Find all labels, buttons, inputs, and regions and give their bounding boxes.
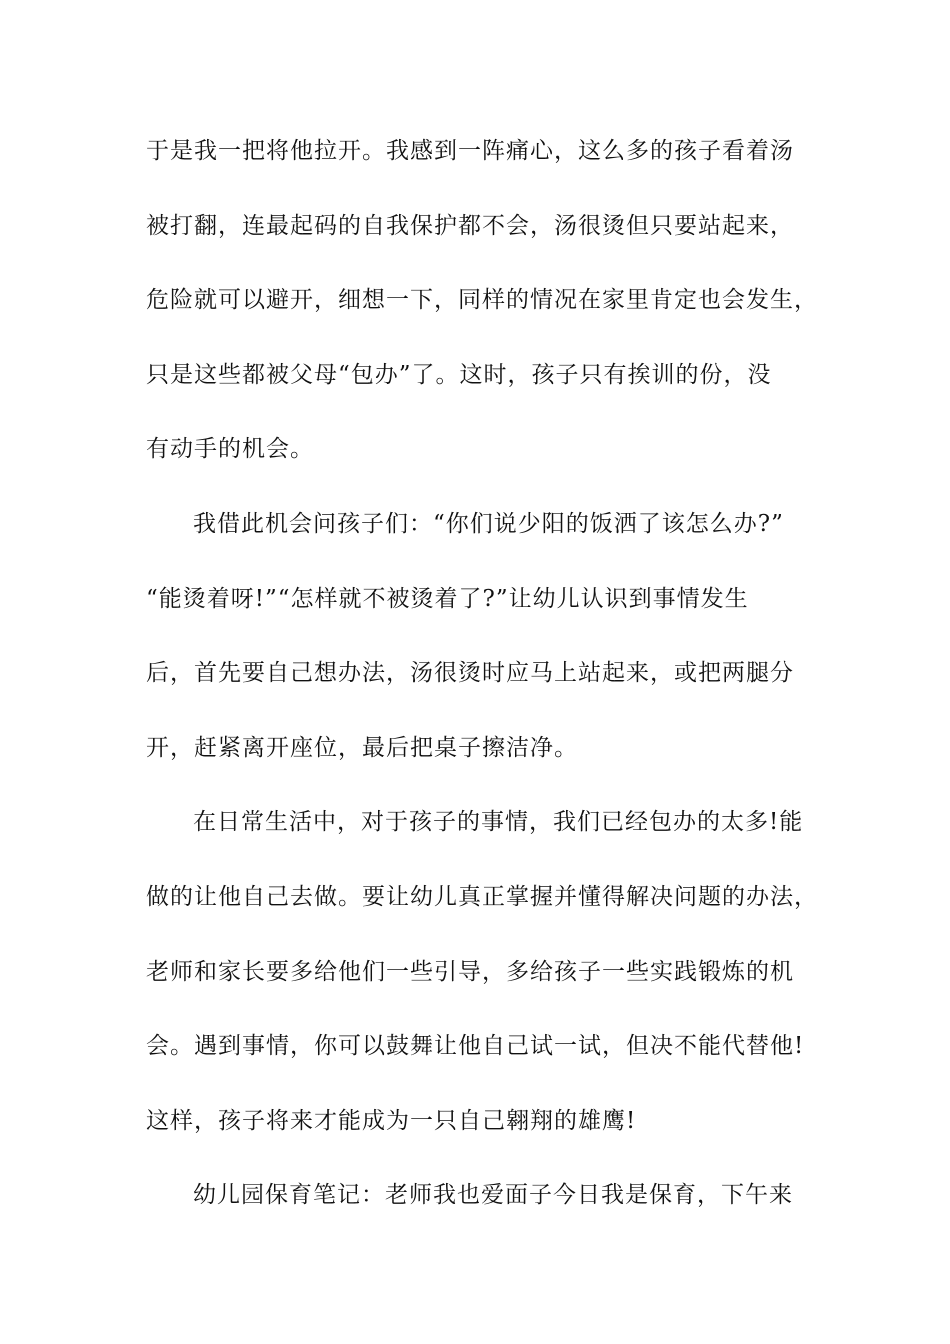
text-line: “能烫着呀!”“怎样就不被烫着了?”让幼儿认识到事情发生 [146,585,749,612]
text-line: 这样，孩子将来才能成为一只自己翱翔的雄鹰! [146,1107,637,1134]
text-line: 只是这些都被父母“包办”了。这时，孩子只有挨训的份，没 [146,361,772,388]
text-line: 危险就可以避开，细想一下，同样的情况在家里肯定也会发生， [146,287,818,314]
text-line: 有动手的机会。 [146,436,314,463]
paragraph-start-line: 在日常生活中，对于孩子的事情，我们已经包办的太多!能 [193,809,804,836]
body-text [146,129,826,1248]
text-line: 后，首先要自己想办法，汤很烫时应马上站起来，或把两腿分 [146,660,794,687]
paragraph-start-line: 我借此机会问孩子们：“你们说少阳的饭洒了该怎么办?” [193,510,784,537]
text-line: 做的让他自己去做。要让幼儿真正掌握并懂得解决问题的办法， [146,883,818,910]
paragraph-start-line: 幼儿园保育笔记：老师我也爱面子今日我是保育，下午来 [193,1182,793,1209]
text-line: 会。遇到事情，你可以鼓舞让他自己试一试，但决不能代替他! [146,1033,805,1060]
text-line: 老师和家长要多给他们一些引导，多给孩子一些实践锻炼的机 [146,958,794,985]
text-line: 被打翻，连最起码的自我保护都不会，汤很烫但只要站起来， [146,212,794,239]
text-line: 于是我一把将他拉开。我感到一阵痛心，这么多的孩子看着汤 [146,138,794,164]
text-line: 开，赶紧离开座位，最后把桌子擦洁净。 [146,734,578,761]
